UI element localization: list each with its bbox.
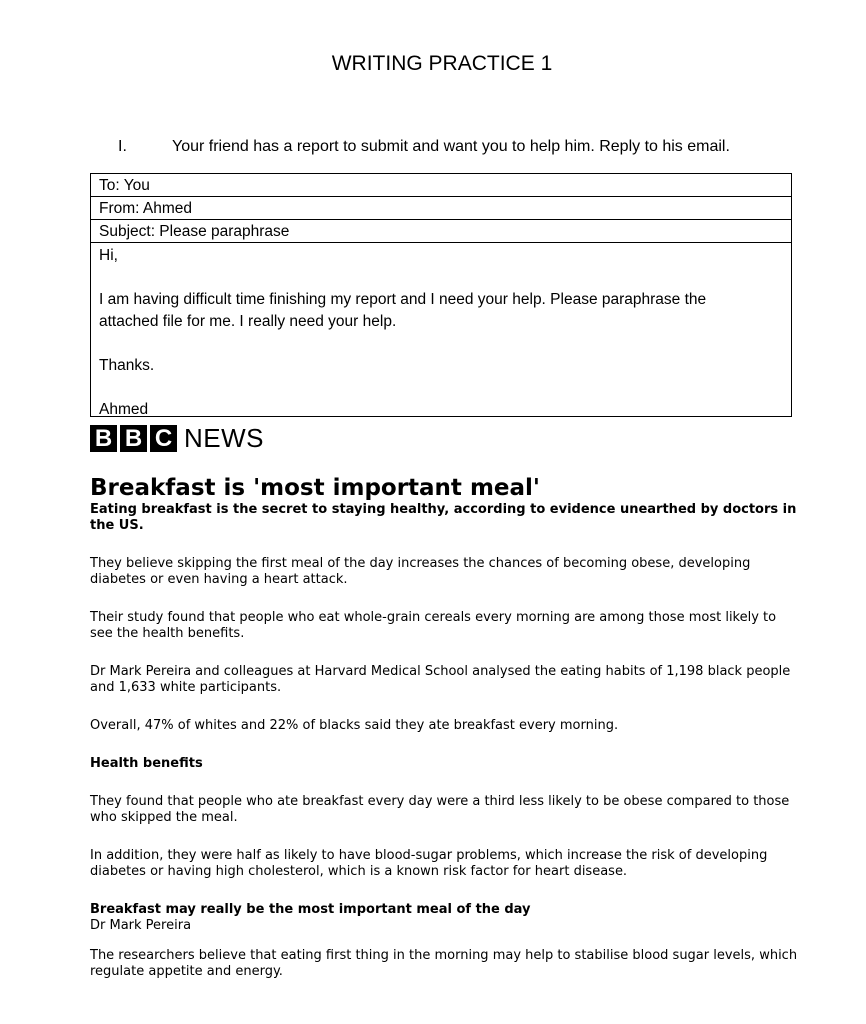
task-instruction xyxy=(118,138,730,156)
article-paragraph: Their study found that people who eat whole-grain cereals every morning are among those most likely to see the health benefits. xyxy=(90,610,777,641)
page-title: WRITING PRACTICE 1 xyxy=(331,52,553,75)
bbc-logo-letter-c: C xyxy=(150,425,177,452)
email-to-row: To: You xyxy=(91,174,791,197)
email-body-line-1: I am having difficult time finishing my report and I need your help. Please paraphrase the xyxy=(99,291,707,308)
article-standfirst: Eating breakfast is the secret to staying healthy, according to evidence unearthed by doctors in the US. xyxy=(90,502,797,533)
email-greeting: Hi, xyxy=(99,247,118,264)
email-thanks: Thanks. xyxy=(99,357,155,374)
email-subject-row: Subject: Please paraphrase xyxy=(91,220,791,243)
bbc-logo-news: NEWS xyxy=(184,423,264,453)
news-article xyxy=(90,474,800,980)
article-paragraph: Overall, 47% of whites and 22% of blacks said they ate breakfast every morning. xyxy=(90,718,619,733)
article-paragraph: They found that people who ate breakfast every day were a third less likely to be obese compared to those who skipped the meal. xyxy=(90,794,790,825)
article-pull-quote: Breakfast may really be the most important meal of the day xyxy=(90,902,531,917)
article-paragraph: They believe skipping the first meal of the day increases the chances of becoming obese, developing diabetes or even having a heart attack. xyxy=(90,556,751,587)
article-headline: Breakfast is 'most important meal' xyxy=(90,475,540,501)
article-quote-attribution: Dr Mark Pereira xyxy=(90,918,192,933)
email-signature: Ahmed xyxy=(99,401,149,418)
email-from-row: From: Ahmed xyxy=(91,197,791,220)
bbc-logo-letter-b1: B xyxy=(90,425,117,452)
article-paragraph: Dr Mark Pereira and colleagues at Harvard Medical School analysed the eating habits of 1,198 black people and 1,633 white participants. xyxy=(90,664,791,695)
article-paragraph: In addition, they were half as likely to have blood-sugar problems, which increase the risk of developing diabetes or having high cholesterol, which is a known risk factor for heart disease. xyxy=(90,848,768,879)
email-body xyxy=(91,243,791,416)
task-number: I. xyxy=(118,138,127,155)
email-body-line-2: attached file for me. I really need your help. xyxy=(99,313,397,330)
bbc-logo-letter-b2: B xyxy=(120,425,147,452)
bbc-news-logo xyxy=(90,423,264,454)
article-subheading: Health benefits xyxy=(90,756,203,771)
task-text: Your friend has a report to submit and want you to help him. Reply to his email. xyxy=(172,138,730,155)
article-paragraph: The researchers believe that eating first thing in the morning may help to stabilise blood sugar levels, which regulate appetite and energy. xyxy=(90,948,798,979)
email-table xyxy=(90,173,792,417)
